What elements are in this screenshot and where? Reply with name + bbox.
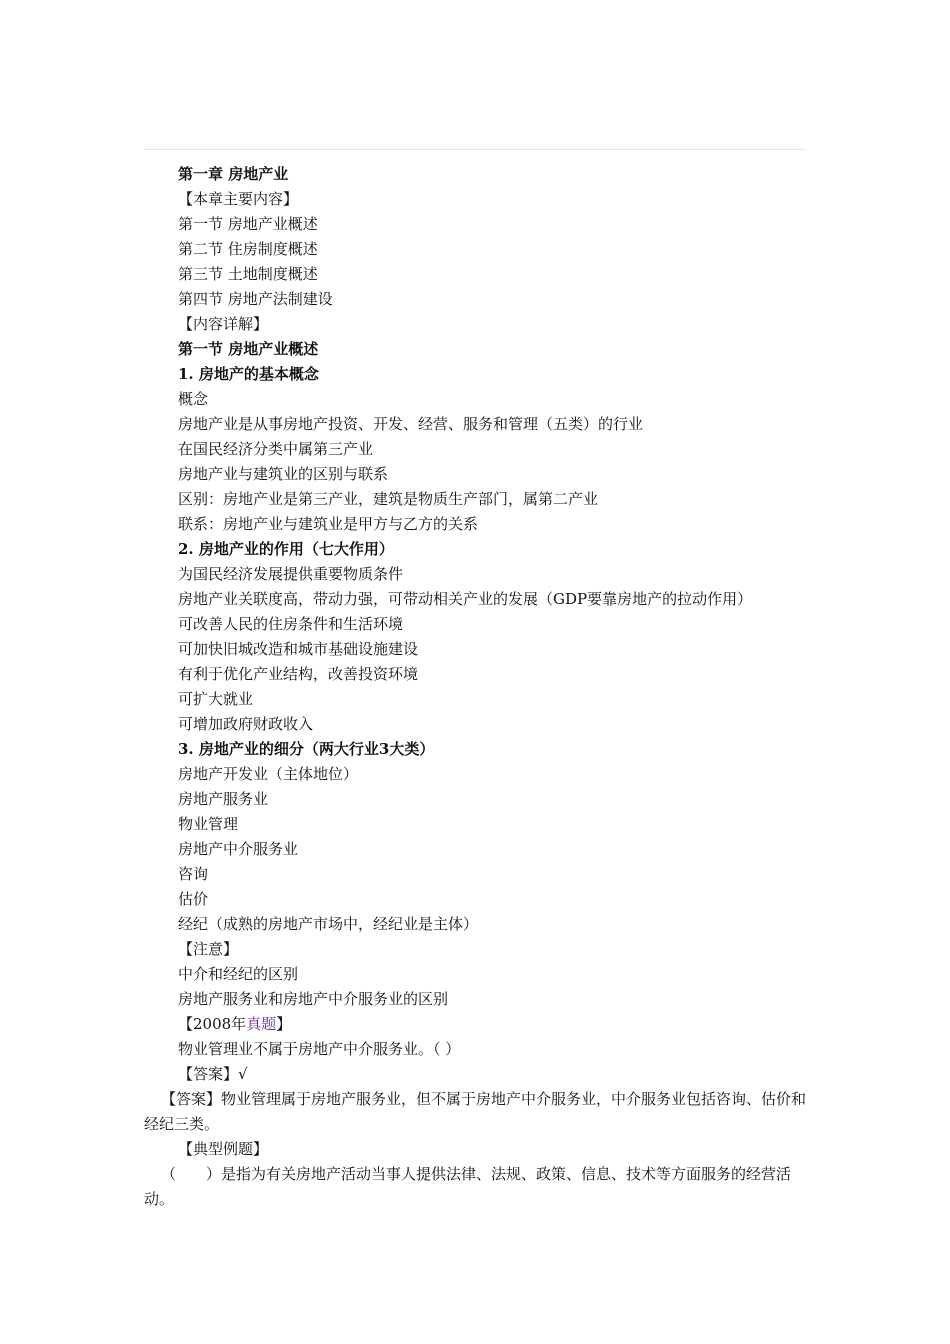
main-content-heading: 【本章主要内容】 [178, 190, 299, 208]
text-line: 为国民经济发展提供重要物质条件 [178, 565, 404, 583]
subheading-subdivision: 3. 房地产业的细分（两大行业3大类） [178, 740, 435, 758]
text-line: 中介和经纪的区别 [178, 965, 299, 983]
answer-detail: 【答案】物业管理属于房地产服务业，但不属于房地产中介服务业，中介服务业包括咨询、估价和经纪三类。 [144, 1090, 807, 1133]
subheading-basic-concept: 1. 房地产的基本概念 [178, 365, 319, 383]
chapter-title: 第一章 房地产业 [178, 165, 289, 183]
text-line: 房地产服务业 [178, 790, 269, 808]
text-line: 在国民经济分类中属第三产业 [178, 440, 374, 458]
text-line: 可加快旧城改造和城市基础设施建设 [178, 640, 419, 658]
document-body [144, 162, 818, 1212]
note-heading: 【注意】 [178, 940, 239, 958]
text-line: 咨询 [178, 865, 209, 883]
text-line: 可改善人民的住房条件和生活环境 [178, 615, 404, 633]
text-line: 房地产开发业（主体地位） [178, 765, 359, 783]
detail-heading: 【内容详解】 [178, 315, 269, 333]
example-question: （ ）是指为有关房地产活动当事人提供法律、法规、政策、信息、技术等方面服务的经营活动。 [144, 1165, 792, 1208]
section-title: 第一节 房地产业概述 [178, 340, 319, 358]
text-line: 概念 [178, 390, 209, 408]
answer-short: 【答案】√ [178, 1065, 248, 1083]
subheading-roles: 2. 房地产业的作用（七大作用） [178, 540, 394, 558]
text-line: 可扩大就业 [178, 690, 254, 708]
text-line: 经纪（成熟的房地产市场中，经纪业是主体） [178, 915, 479, 933]
text-line: 房地产服务业和房地产中介服务业的区别 [178, 990, 449, 1008]
exam-question: 物业管理业不属于房地产中介服务业。（ ） [178, 1040, 461, 1058]
text-line: 房地产业关联度高，带动力强，可带动相关产业的发展（GDP要靠房地产的拉动作用） [178, 590, 753, 608]
example-heading: 【典型例题】 [178, 1140, 269, 1158]
exam-heading [178, 1012, 818, 1037]
text-line: 物业管理 [178, 815, 239, 833]
section-list-item: 第四节 房地产法制建设 [178, 290, 333, 308]
text-line: 联系：房地产业与建筑业是甲方与乙方的关系 [178, 515, 479, 533]
text-line: 有利于优化产业结构，改善投资环境 [178, 665, 419, 683]
text-line: 房地产业是从事房地产投资、开发、经营、服务和管理（五类）的行业 [178, 415, 644, 433]
top-divider [144, 149, 806, 150]
text-line: 区别：房地产业是第三产业，建筑是物质生产部门，属第二产业 [178, 490, 599, 508]
exam-heading-suffix: 】 [276, 1015, 292, 1033]
exam-link[interactable]: 真题 [246, 1015, 277, 1033]
exam-heading-prefix: 【2008年 [178, 1015, 247, 1033]
text-line: 房地产业与建筑业的区别与联系 [178, 465, 389, 483]
section-list-item: 第一节 房地产业概述 [178, 215, 318, 233]
text-line: 估价 [178, 890, 209, 908]
text-line: 房地产中介服务业 [178, 840, 299, 858]
section-list-item: 第二节 住房制度概述 [178, 240, 318, 258]
text-line: 可增加政府财政收入 [178, 715, 314, 733]
section-list-item: 第三节 土地制度概述 [178, 265, 318, 283]
